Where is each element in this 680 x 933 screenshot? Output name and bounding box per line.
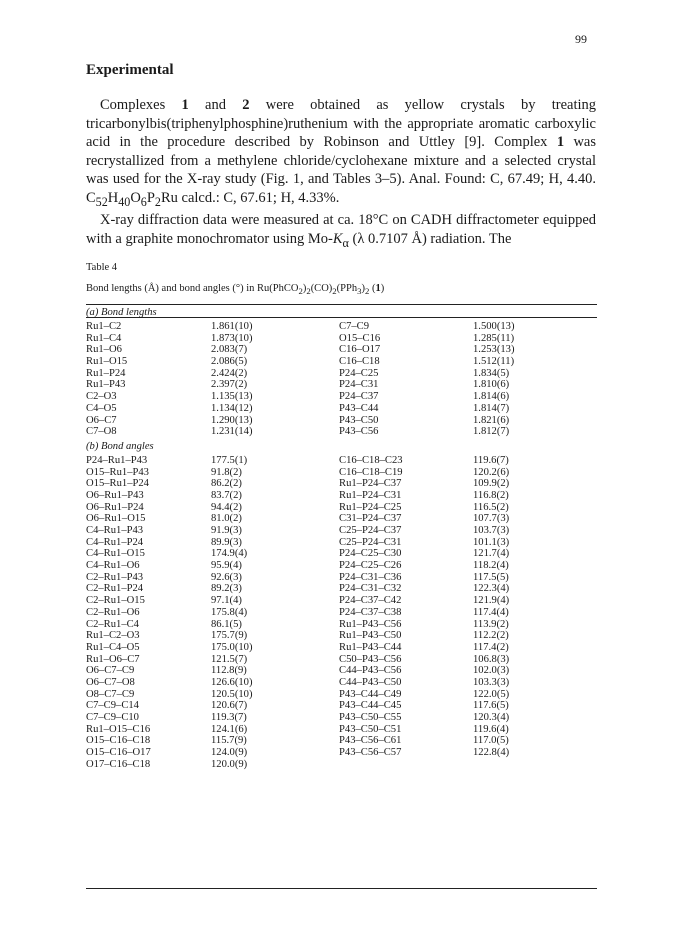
- bond-value: 2.086(5): [211, 356, 248, 368]
- bond-label: O15–C16–O17: [86, 747, 151, 759]
- bond-value: 109.9(2): [473, 478, 510, 490]
- bond-angle-row: [86, 560, 597, 572]
- bond-label: C2–Ru1–C4: [86, 618, 139, 630]
- bond-label: Ru1–P43: [86, 379, 126, 391]
- bond-angle-row: [86, 583, 597, 595]
- bond-value: 122.0(5): [473, 688, 510, 700]
- bond-label: P24–C31–C32: [339, 583, 402, 595]
- bond-value: 124.1(6): [211, 723, 248, 735]
- bond-label: C4–Ru1–O6: [86, 560, 140, 572]
- bond-value: 1.821(6): [473, 414, 510, 426]
- bond-value: 107.7(3): [473, 513, 510, 525]
- bond-label: C16–C18–C19: [339, 466, 403, 478]
- bond-label: C7–O8: [86, 426, 117, 438]
- bond-value: 122.3(4): [473, 583, 510, 595]
- bond-label: C7–C9: [339, 321, 370, 332]
- bond-value: 1.873(10): [211, 332, 253, 344]
- bond-label: P24–C37–C38: [339, 606, 402, 618]
- bond-label: Ru1–P43–C44: [339, 641, 402, 653]
- bond-label: P43–C44: [339, 402, 379, 414]
- bond-label: O6–Ru1–O15: [86, 513, 146, 525]
- paragraph-2: X-ray diffraction data were measured at ca. 18°C on CADH diffractometer equipped with a graphite monochromator using $Mo-K_\alpha$ (λ 0.7107 Å) radiation. The: [86, 212, 596, 250]
- bond-label: O8–C7–C9: [86, 688, 135, 700]
- bond-angle-row: [86, 700, 597, 712]
- bond-label: Ru1–P43–C50: [339, 630, 402, 642]
- bond-value: 83.7(2): [211, 489, 242, 501]
- bond-value: 116.5(2): [473, 501, 509, 513]
- bond-angles-rows: [86, 455, 597, 771]
- bond-label: C4–O5: [86, 402, 117, 414]
- bond-value: 91.8(2): [211, 466, 242, 478]
- bond-value: 1.861(10): [211, 321, 253, 332]
- bond-value: 2.397(2): [211, 379, 248, 391]
- bond-value: 117.5(5): [473, 571, 509, 583]
- bond-label: P24–C31: [339, 379, 379, 391]
- bond-value: 1.135(13): [211, 391, 253, 403]
- bond-angle-row: [86, 572, 597, 584]
- bond-angle-row: [86, 747, 597, 759]
- bond-label: O15–Ru1–P43: [86, 466, 149, 478]
- table-top-rule: [86, 304, 597, 305]
- bond-label: P43–C44–C49: [339, 688, 402, 700]
- bond-label: O6–C7–C9: [86, 665, 135, 677]
- bond-angle-row: [86, 712, 597, 724]
- bond-value: 91.9(3): [211, 525, 242, 536]
- bond-label: P43–C56–C57: [339, 747, 402, 759]
- bond-label: P43–C50: [339, 414, 379, 426]
- bond-label: Ru1–P24–C25: [339, 501, 402, 513]
- bond-value: 175.8(4): [211, 606, 248, 618]
- bond-label: C2–O3: [86, 391, 117, 403]
- bond-value: 122.8(4): [473, 747, 510, 759]
- bond-value: 103.3(3): [473, 676, 510, 688]
- bond-value: 120.0(9): [211, 758, 248, 770]
- bond-value: 94.4(2): [211, 501, 242, 513]
- bond-value: 174.9(4): [211, 548, 248, 560]
- bond-value: 102.0(3): [473, 665, 510, 677]
- bond-value: 89.2(3): [211, 583, 242, 595]
- bond-label: C4–Ru1–P43: [86, 525, 144, 536]
- bond-label: Ru1–C4–O5: [86, 641, 140, 653]
- table-caption: Table 4: [86, 262, 118, 273]
- bond-label: P43–C44–C45: [339, 700, 402, 712]
- bond-label: C44–P43–C50: [339, 676, 402, 688]
- body-text: [86, 96, 596, 253]
- bond-angle-row: [86, 724, 597, 736]
- bond-label: C2–Ru1–O15: [86, 595, 145, 607]
- bond-label: P24–Ru1–P43: [86, 454, 148, 466]
- bond-label: P43–C56: [339, 426, 379, 438]
- bond-value: 117.4(4): [473, 606, 509, 618]
- bond-value: 120.2(6): [473, 466, 510, 478]
- bond-value: 121.5(7): [211, 653, 248, 665]
- bond-value: 177.5(1): [211, 454, 248, 466]
- bond-lengths-rows: [86, 321, 597, 438]
- bond-label: C2–Ru1–O6: [86, 606, 140, 618]
- bond-value: 119.6(7): [473, 454, 509, 466]
- bond-label: C44–P43–C56: [339, 665, 402, 677]
- bond-label: C7–C9–C14: [86, 700, 139, 712]
- bond-label: Ru1–P24–C31: [339, 489, 402, 501]
- bond-length-row: [86, 356, 597, 368]
- bond-value: 86.1(5): [211, 618, 242, 630]
- bond-angle-row: [86, 630, 597, 642]
- bond-value: 1.814(6): [473, 391, 510, 403]
- bond-value: 119.6(4): [473, 723, 509, 735]
- bond-length-row: [86, 368, 597, 380]
- bond-value: 120.6(7): [211, 700, 248, 712]
- bond-value: 81.0(2): [211, 513, 242, 525]
- bond-angle-row: [86, 478, 597, 490]
- bond-value: 101.1(3): [473, 536, 510, 548]
- bond-label: Ru1–O6: [86, 344, 122, 356]
- bond-label: Ru1–C2: [86, 321, 122, 332]
- bond-label: Ru1–P24: [86, 367, 126, 379]
- bond-value: 106.8(3): [473, 653, 510, 665]
- bond-value: 95.9(4): [211, 560, 242, 572]
- bond-angle-row: [86, 525, 597, 537]
- table-bottom-rule: [86, 888, 597, 889]
- bond-value: 89.9(3): [211, 536, 242, 548]
- bond-angle-row: [86, 689, 597, 701]
- section-title: Experimental: [86, 62, 174, 78]
- bond-label: P24–C37–C42: [339, 595, 402, 607]
- bond-label: C50–P43–C56: [339, 653, 402, 665]
- bond-angle-row: [86, 513, 597, 525]
- bond-value: 112.8(9): [211, 665, 247, 677]
- bond-value: 1.810(6): [473, 379, 510, 391]
- bond-angle-row: [86, 455, 597, 467]
- bond-value: 175.7(9): [211, 630, 248, 642]
- bond-value: 175.0(10): [211, 641, 253, 653]
- bond-length-row: [86, 333, 597, 345]
- bond-value: 117.6(5): [473, 700, 509, 712]
- bond-label: Ru1–O15–C16: [86, 723, 151, 735]
- bond-length-row: [86, 344, 597, 356]
- bond-label: P24–C25–C30: [339, 548, 402, 560]
- bond-value: 97.1(4): [211, 595, 242, 607]
- bond-value: 120.5(10): [211, 688, 253, 700]
- bond-value: 121.9(4): [473, 595, 510, 607]
- bond-value: 124.0(9): [211, 747, 248, 759]
- bond-length-row: [86, 415, 597, 427]
- bond-label: Ru1–O15: [86, 356, 128, 368]
- bond-label: O6–Ru1–P43: [86, 489, 144, 501]
- bond-angle-row: [86, 595, 597, 607]
- bond-value: 126.6(10): [211, 676, 253, 688]
- bond-table: [86, 307, 597, 770]
- bond-label: O6–C7: [86, 414, 117, 426]
- bond-label: P24–C25: [339, 367, 379, 379]
- bond-label: O15–Ru1–P24: [86, 478, 149, 490]
- bond-angle-row: [86, 502, 597, 514]
- bond-angle-row: [86, 490, 597, 502]
- bond-value: 1.500(13): [473, 321, 515, 332]
- bond-label: P43–C56–C61: [339, 735, 402, 747]
- bond-length-row: [86, 403, 597, 415]
- bond-label: O15–C16–C18: [86, 735, 151, 747]
- bond-angles-heading: (b) Bond angles: [86, 440, 154, 452]
- bond-label: Ru1–C4: [86, 332, 122, 344]
- table-title: Bond lengths (Å) and bond angles (°) in $Ru(PhCO_2)_2(CO)_2(PPh_3)_2$ (1): [86, 283, 385, 297]
- bond-value: 117.0(5): [473, 735, 509, 747]
- bond-label: O6–C7–O8: [86, 676, 135, 688]
- bond-label: Ru1–C2–O3: [86, 630, 140, 642]
- bond-label: Ru1–P43–C56: [339, 618, 402, 630]
- bond-angle-row: [86, 665, 597, 677]
- bond-label: C2–Ru1–P43: [86, 571, 144, 583]
- bond-label: C31–P24–C37: [339, 513, 402, 525]
- bond-value: 2.083(7): [211, 344, 248, 356]
- bond-value: 112.2(2): [473, 630, 509, 642]
- bond-lengths-heading: (a) Bond lengths: [86, 307, 157, 318]
- bond-value: 119.3(7): [211, 712, 247, 723]
- bond-label: P24–C31–C36: [339, 571, 402, 583]
- bond-angle-row: [86, 607, 597, 619]
- bond-label: P43–C50–C51: [339, 723, 402, 735]
- bond-value: 121.7(4): [473, 548, 510, 560]
- bond-value: 1.285(11): [473, 332, 515, 344]
- bond-label: C25–P24–C37: [339, 525, 402, 536]
- bond-value: 1.231(14): [211, 426, 253, 438]
- paragraph-1: Complexes 1 and 2 were obtained as yellow crystals by treating tricarbonylbis(triphenylphosphine)ruthenium with the appropriate aromatic carboxylic acid in the procedure described by Robinson and Uttley [9]. Complex 1 was recrystallized from a methylene chloride/cyclohexane mixture and a selected crystal was used for the X-ray study (Fig. 1, and Tables 3–5). Anal. Found: C, 67.49; H, 4.40. $C_{52}H_{40}O_6P_2Ru$ calcd.: C, 67.61; H, 4.33%.: [86, 97, 596, 209]
- bond-value: 1.834(5): [473, 367, 510, 379]
- bond-label: C2–Ru1–P24: [86, 583, 144, 595]
- bond-value: 1.134(12): [211, 402, 253, 414]
- bond-angle-row: [86, 654, 597, 666]
- bond-angle-row: [86, 642, 597, 654]
- bond-value: 116.8(2): [473, 489, 509, 501]
- bond-value: 103.7(3): [473, 525, 510, 536]
- bond-label: O6–Ru1–P24: [86, 501, 144, 513]
- bond-label: C25–P24–C31: [339, 536, 402, 548]
- bond-label: Ru1–O6–C7: [86, 653, 140, 665]
- bond-angle-row: [86, 548, 597, 560]
- bond-length-row: [86, 391, 597, 403]
- bond-label: Ru1–P24–C37: [339, 478, 402, 490]
- bond-value: 1.512(11): [473, 356, 515, 368]
- bond-value: 117.4(2): [473, 641, 509, 653]
- bond-value: 115.7(9): [211, 735, 247, 747]
- bond-label: P24–C37: [339, 391, 379, 403]
- bond-angle-row: [86, 537, 597, 549]
- page-number: 99: [575, 32, 587, 46]
- bond-value: 1.812(7): [473, 426, 510, 438]
- bond-value: 92.6(3): [211, 571, 242, 583]
- bond-value: 120.3(4): [473, 712, 510, 723]
- bond-value: 86.2(2): [211, 478, 242, 490]
- bond-value: 1.814(7): [473, 402, 510, 414]
- bond-value: 118.2(4): [473, 560, 509, 572]
- bond-label: C4–Ru1–O15: [86, 548, 145, 560]
- bond-label: O17–C16–C18: [86, 758, 151, 770]
- bond-label: C16–C18–C23: [339, 454, 403, 466]
- bond-label: O15–C16: [339, 332, 381, 344]
- bond-angle-row: [86, 759, 597, 771]
- bond-length-row: [86, 426, 597, 438]
- bond-label: P24–C25–C26: [339, 560, 402, 572]
- bond-label: P43–C50–C55: [339, 712, 402, 723]
- bond-value: 1.290(13): [211, 414, 253, 426]
- bond-label: C16–O17: [339, 344, 381, 356]
- bond-length-row: [86, 379, 597, 391]
- bond-label: C16–C18: [339, 356, 380, 368]
- bond-angle-row: [86, 677, 597, 689]
- bond-label: C7–C9–C10: [86, 712, 139, 723]
- bond-value: 2.424(2): [211, 367, 248, 379]
- bond-length-row: [86, 321, 597, 333]
- bond-angle-row: [86, 467, 597, 479]
- bond-value: 113.9(2): [473, 618, 509, 630]
- bond-value: 1.253(13): [473, 344, 515, 356]
- bond-angle-row: [86, 619, 597, 631]
- bond-angle-row: [86, 735, 597, 747]
- bond-label: C4–Ru1–P24: [86, 536, 144, 548]
